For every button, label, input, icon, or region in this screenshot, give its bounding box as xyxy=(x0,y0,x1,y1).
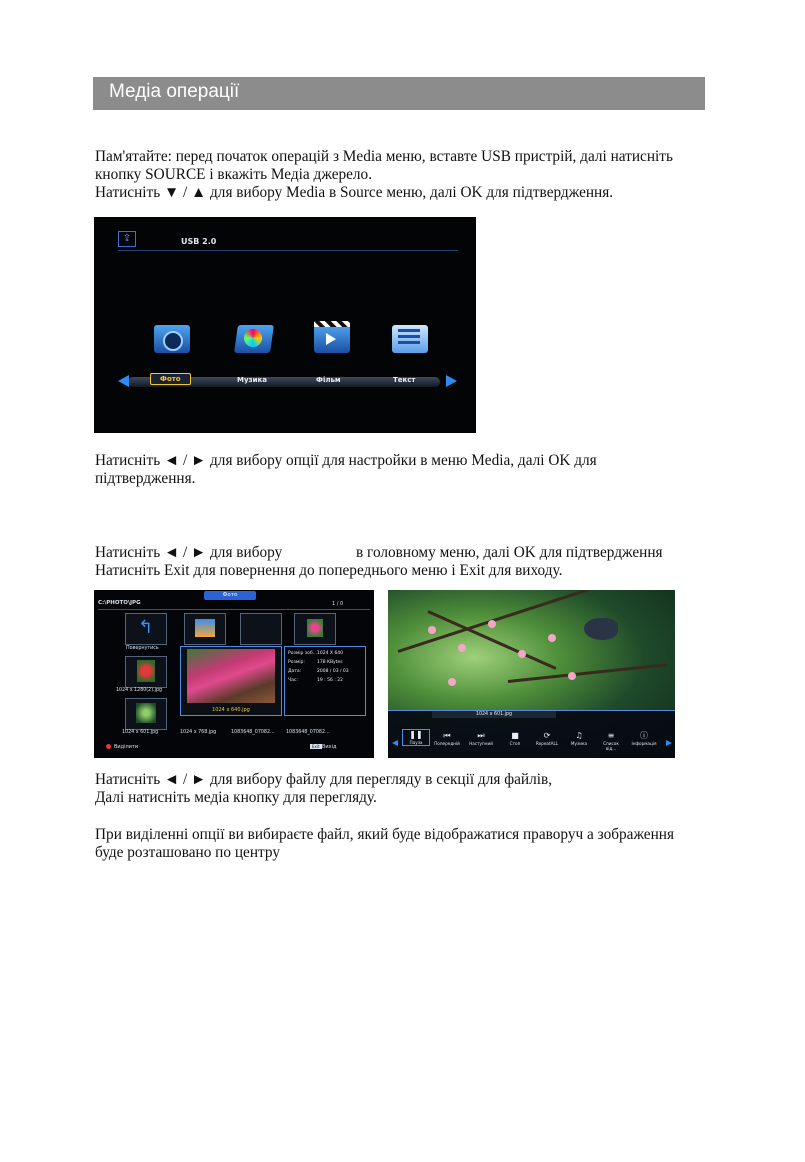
thumbnail-label: 1083648_07082... xyxy=(231,730,275,735)
exit-hint: Вихід xyxy=(322,744,337,750)
section-header xyxy=(93,77,705,110)
instruction-line: Пам'ятайте: перед початок операцій з Media меню, вставте USB пристрій, далі натисніть xyxy=(95,148,673,165)
instruction-line: Натисніть ◄ / ► для вибору файлу для перегляду в секції для файлів, xyxy=(95,771,553,788)
thumbnail-tile[interactable] xyxy=(294,613,336,645)
bird xyxy=(584,618,618,640)
instruction-line: кнопку SOURCE і вкажіть Медіа джерело. xyxy=(95,166,373,183)
blossom xyxy=(488,620,496,628)
menu-item-music[interactable]: Музика xyxy=(237,376,267,384)
thumbnail-label: 1024 x 601.jpg xyxy=(122,730,159,735)
thumbnail-tile[interactable] xyxy=(125,656,167,688)
previous-icon: ⏮ xyxy=(443,731,451,740)
text-document-icon xyxy=(388,317,432,357)
instruction-line: Натисніть Exit для повернення до попереднього меню і Exit для виходу. xyxy=(95,562,563,579)
exit-key-badge: Exit xyxy=(312,744,320,749)
playlist-button[interactable]: ≡ Список від... xyxy=(598,731,624,751)
select-hint: Виділити xyxy=(114,744,139,750)
blossom xyxy=(568,672,576,680)
info-label: Дата: xyxy=(288,669,302,674)
blossom xyxy=(458,644,466,652)
instruction-line: буде розташовано по центру xyxy=(95,844,280,861)
music-button[interactable]: ♫ Музика xyxy=(566,731,592,746)
instruction-line: При виділенні опції ви вибираєте файл, який буде відображатися праворуч а зображення xyxy=(95,826,675,843)
back-arrow-icon: ↰ xyxy=(138,617,154,638)
instruction-line: підтвердження. xyxy=(95,470,196,487)
info-value: 1024 X 640 xyxy=(317,651,343,656)
red-button-icon xyxy=(106,744,111,749)
instruction-line: Натисніть ◄ / ► для вибору опції для настройки в меню Media, далі OK для xyxy=(95,452,597,469)
instruction-line: Натисніть ▼ / ▲ для вибору Media в Source меню, далі OK для підтвердження. xyxy=(95,184,614,201)
stop-icon: ■ xyxy=(511,731,519,740)
back-label: Повернутись xyxy=(126,646,159,651)
camera-icon xyxy=(150,317,194,357)
thumbnail-tile[interactable] xyxy=(240,613,282,645)
thumbnail-label: 1024 x 1280(2).jpg xyxy=(116,688,163,693)
page-indicator: 1 / 0 xyxy=(332,601,344,607)
menu-item-text[interactable]: Текст xyxy=(393,376,416,384)
menu-item-film[interactable]: Фільм xyxy=(316,376,341,384)
playlist-icon: ≡ xyxy=(607,731,615,740)
thumbnail-label: 1083648_07082... xyxy=(286,730,330,735)
info-label: Час: xyxy=(288,678,298,683)
divider xyxy=(98,609,370,610)
instruction-line: в головному меню, далі OK для підтвердження xyxy=(356,544,663,561)
blossom xyxy=(428,626,436,634)
divider xyxy=(118,250,458,251)
info-icon: ⓘ xyxy=(640,731,648,740)
right-arrow-icon[interactable] xyxy=(446,375,457,387)
branch xyxy=(508,663,667,683)
info-value: 178 KBytes xyxy=(317,660,343,665)
right-arrow-icon[interactable] xyxy=(666,740,672,746)
next-icon: ⏭ xyxy=(477,731,485,740)
folder-path: C:\PHOTO\JPG xyxy=(98,600,141,606)
preview-image xyxy=(187,649,275,703)
blossom xyxy=(518,650,526,658)
section-title: Медіа операції xyxy=(109,81,240,102)
viewer-filename: 1024 x 601.jpg xyxy=(432,711,556,718)
instruction-line: Натисніть ◄ / ► для вибору xyxy=(95,544,283,561)
info-button[interactable]: ⓘ Інформація xyxy=(631,731,657,746)
preview-panel xyxy=(180,646,282,716)
instruction-line: Далі натисніть медіа кнопку для перегляду. xyxy=(95,789,377,806)
tab-photo[interactable]: Фото xyxy=(204,591,256,600)
blossom xyxy=(448,678,456,686)
info-value: 19 : 56 : 22 xyxy=(317,678,343,683)
left-arrow-icon[interactable] xyxy=(392,740,398,746)
film-clapper-icon xyxy=(310,317,354,357)
stop-button[interactable]: ■ Стоп xyxy=(502,731,528,746)
source-label: USB 2.0 xyxy=(181,237,217,246)
preview-caption: 1024 x 640.jpg xyxy=(212,707,250,713)
previous-button[interactable]: ⏮ Попередній xyxy=(434,731,460,746)
thumbnail-folder[interactable] xyxy=(184,613,226,645)
info-value: 2008 / 03 / 03 xyxy=(317,669,349,674)
thumbnail-tile[interactable] xyxy=(125,698,167,730)
back-tile[interactable] xyxy=(125,613,167,645)
media-menu-screenshot xyxy=(94,217,476,433)
next-button[interactable]: ⏭ Наступний xyxy=(469,731,493,746)
repeat-icon: ⟳ xyxy=(543,731,551,740)
thumbnail-label: 1024 x 768.jpg xyxy=(180,730,217,735)
blossom xyxy=(548,634,556,642)
info-label: Розмір: xyxy=(288,660,305,665)
pause-icon: ❚❚ xyxy=(409,730,423,739)
photo-browser-screenshot xyxy=(94,590,374,758)
music-disc-icon xyxy=(232,317,276,357)
photo-viewer-screenshot xyxy=(388,590,675,758)
usb-icon: ⇪ xyxy=(118,231,136,247)
file-info-panel xyxy=(284,646,366,716)
music-icon: ♫ xyxy=(575,731,583,740)
pause-button[interactable]: ❚❚ Пауза xyxy=(402,729,430,746)
menu-item-photo[interactable]: Фото xyxy=(150,373,191,385)
info-label: Розмір зоб... xyxy=(288,651,318,656)
left-arrow-icon[interactable] xyxy=(118,375,129,387)
repeat-button[interactable]: ⟳ RepeatALL xyxy=(535,731,559,746)
